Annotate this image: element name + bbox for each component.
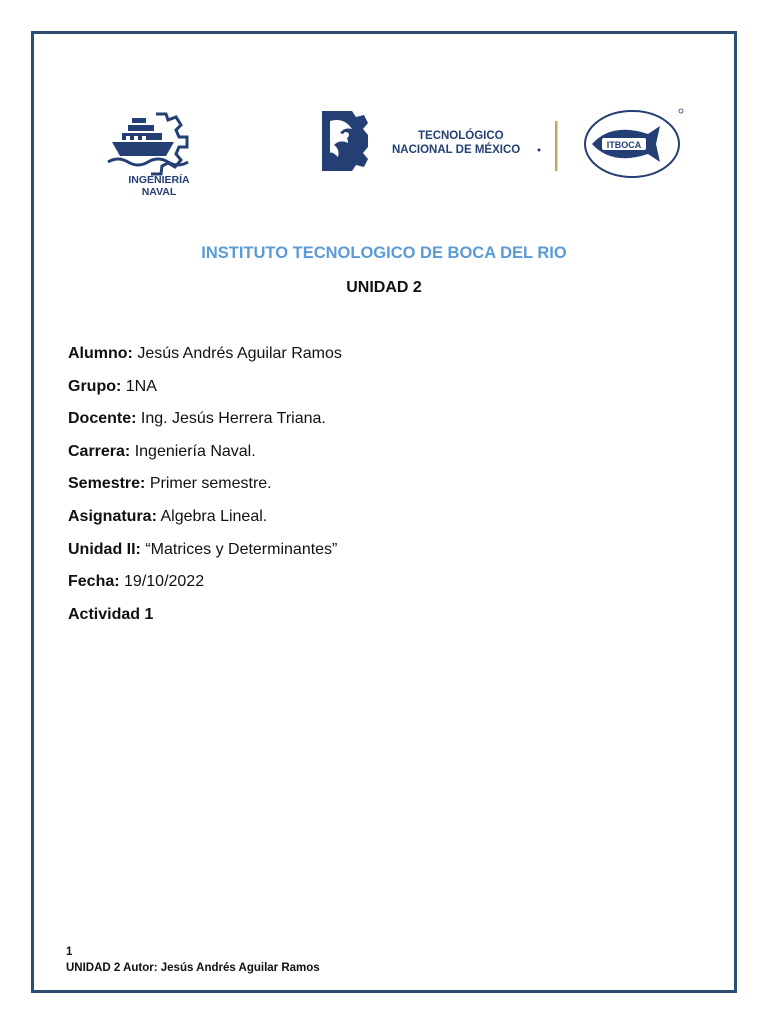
student-info	[68, 343, 688, 636]
ingenieria-naval-logo	[104, 108, 214, 198]
institute-title: INSTITUTO TECNOLOGICO DE BOCA DEL RIO	[201, 244, 567, 262]
field-label: Asignatura:	[68, 507, 157, 525]
activity-title: Actividad 1	[68, 605, 154, 623]
field-label: Fecha:	[68, 573, 120, 591]
itboca-logo	[582, 106, 686, 180]
field-label: Alumno:	[68, 345, 133, 362]
naval-logo-line2: NAVAL	[141, 186, 177, 198]
field-value: 19/10/2022	[119, 573, 205, 591]
field-label: Semestre:	[68, 475, 146, 493]
field-unidad	[68, 539, 688, 572]
field-asignatura	[68, 506, 688, 539]
field-value: 1NA	[121, 377, 157, 395]
page-number: 1	[66, 946, 73, 958]
field-fecha	[68, 571, 688, 604]
field-grupo	[68, 376, 688, 409]
field-carrera	[68, 441, 688, 474]
tecnm-logo	[318, 105, 568, 177]
field-value: Primer semestre.	[145, 475, 272, 493]
field-value: Ingeniería Naval.	[130, 442, 256, 460]
field-value: “Matrices y Determinantes”	[140, 540, 338, 558]
itboca-logo-text: ITBOCA	[606, 140, 642, 150]
naval-logo-line1: INGENIERÍA	[128, 174, 190, 186]
field-value: Algebra Lineal.	[156, 507, 268, 525]
field-value: Jesús Andrés Aguilar Ramos	[132, 345, 342, 362]
field-docente	[68, 408, 688, 441]
unit-title: UNIDAD 2	[346, 279, 422, 296]
field-alumno	[68, 343, 688, 376]
field-label: Docente:	[68, 410, 137, 428]
tecnm-logo-line2: NACIONAL DE MÉXICO	[392, 144, 521, 156]
tecnm-logo-line1: TECNOLÓGICO	[418, 130, 504, 142]
field-label: Grupo:	[68, 377, 122, 395]
page-footer	[66, 944, 320, 976]
field-semestre	[68, 473, 688, 506]
field-label: Carrera:	[68, 442, 131, 460]
field-label: Unidad II:	[68, 540, 141, 558]
field-value: Ing. Jesús Herrera Triana.	[136, 410, 326, 428]
footer-text: UNIDAD 2 Autor: Jesús Andrés Aguilar Ramos	[66, 962, 320, 974]
